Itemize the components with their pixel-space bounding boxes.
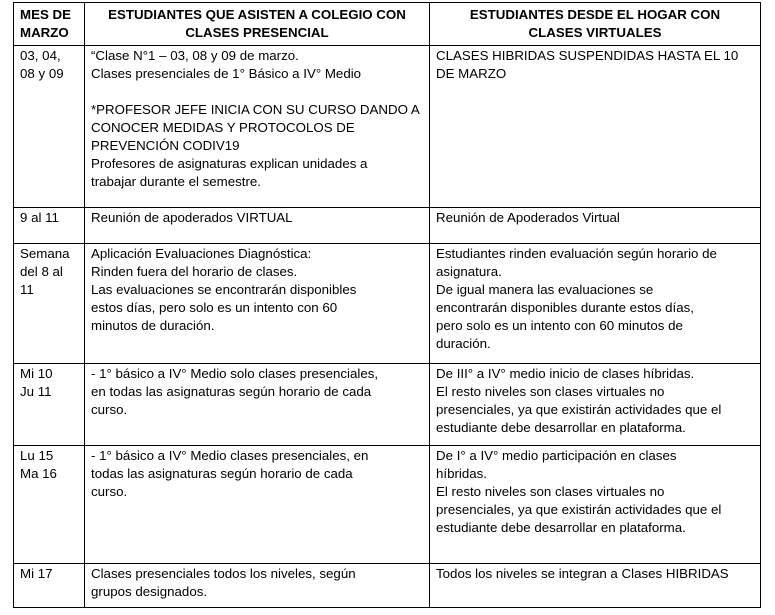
cell-line: 03, 04, <box>20 48 61 63</box>
presencial-cell <box>85 244 430 364</box>
cell-line: El resto niveles son clases virtuales no <box>436 484 665 499</box>
header-virtual <box>430 3 761 46</box>
cell-line: asignatura. <box>436 264 502 279</box>
cell-line: grupos designados. <box>91 584 208 599</box>
cell-line: El resto niveles son clases virtuales no <box>436 384 665 399</box>
cell-line: Clases presenciales todos los niveles, según <box>91 566 356 581</box>
table-row <box>14 364 761 446</box>
cell-line: Aplicación Evaluaciones Diagnóstica: <box>91 246 312 261</box>
cell-line: Clases presenciales de 1° Básico a IV° Medio <box>91 66 362 81</box>
cell-line: pero solo es un intento con 60 minutos de <box>436 318 683 333</box>
cell-line: CLASES HIBRIDAS SUSPENDIDAS HASTA EL 10 <box>436 48 739 63</box>
cell-line: De III° a IV° medio inicio de clases híbridas. <box>436 366 695 381</box>
date-cell <box>14 564 85 608</box>
cell-line: Ju 11 <box>20 384 52 399</box>
cell-line: Reunión de Apoderados Virtual <box>436 210 620 225</box>
header-virtual-line: ESTUDIANTES DESDE EL HOGAR CON <box>469 7 721 22</box>
cell-line: *PROFESOR JEFE INICIA CON SU CURSO DANDO A <box>91 102 420 117</box>
presencial-cell <box>85 446 430 564</box>
cell-line: DE MARZO <box>436 66 507 81</box>
header-date-line: MES DE <box>20 7 71 22</box>
virtual-cell <box>430 46 761 208</box>
cell-line: 08 y 09 <box>20 66 64 81</box>
header-date-line: MARZO <box>20 25 69 40</box>
cell-line: estos días, pero solo es un intento con 60 <box>91 300 338 315</box>
date-cell <box>14 446 85 564</box>
cell-line: 9 al 11 <box>20 210 59 225</box>
cell-line: trabajar durante el semestre. <box>91 174 261 189</box>
presencial-cell <box>85 364 430 446</box>
table-row <box>14 446 761 564</box>
cell-line: 11 <box>20 282 34 297</box>
cell-line: minutos de duración. <box>91 318 215 333</box>
cell-line: estudiante debe desarrollar en plataforma. <box>436 420 686 435</box>
cell-line: presenciales, ya que existirán actividades que el <box>436 502 722 517</box>
virtual-cell <box>430 446 761 564</box>
cell-line: - 1° básico a IV° Medio solo clases presenciales, <box>91 366 379 381</box>
cell-line: en todas las asignaturas según horario de cada <box>91 384 372 399</box>
table-row <box>14 46 761 208</box>
header-date <box>14 3 85 46</box>
cell-line: PREVENCIÓN CODIV19 <box>91 138 240 153</box>
date-cell <box>14 364 85 446</box>
cell-line: duración. <box>436 336 491 351</box>
header-row <box>14 3 761 46</box>
virtual-cell <box>430 564 761 608</box>
date-cell <box>14 46 85 208</box>
cell-line: Las evaluaciones se encontrarán disponibles <box>91 282 357 297</box>
cell-line: Reunión de apoderados VIRTUAL <box>91 210 293 225</box>
cell-line: del 8 al <box>20 264 63 279</box>
presencial-cell <box>85 208 430 244</box>
cell-line: De I° a IV° medio participación en clases <box>436 448 677 463</box>
cell-line: Rinden fuera del horario de clases. <box>91 264 298 279</box>
header-virtual-line: CLASES VIRTUALES <box>528 25 662 40</box>
cell-line: curso. <box>91 402 128 417</box>
cell-line: - 1° básico a IV° Medio clases presenciales, en <box>91 448 369 463</box>
date-cell <box>14 208 85 244</box>
cell-line: Profesores de asignaturas explican unidades a <box>91 156 368 171</box>
table-row <box>14 244 761 364</box>
cell-line: Lu 15 <box>20 448 54 463</box>
virtual-cell <box>430 364 761 446</box>
cell-line: Ma 16 <box>20 466 57 481</box>
date-cell <box>14 244 85 364</box>
cell-line: presenciales, ya que existirán actividades que el <box>436 402 722 417</box>
cell-line: Mi 10 <box>20 366 53 381</box>
header-presencial <box>85 3 430 46</box>
blank-line <box>91 83 429 101</box>
presencial-cell <box>85 46 430 208</box>
cell-line: todas las asignaturas según horario de cada <box>91 466 353 481</box>
schedule-table <box>13 2 761 608</box>
cell-line: estudiante debe desarrollar en plataforma. <box>436 520 686 535</box>
cell-line: curso. <box>91 484 128 499</box>
virtual-cell <box>430 244 761 364</box>
cell-line: “Clase N°1 – 03, 08 y 09 de marzo. <box>91 48 299 63</box>
cell-line: híbridas. <box>436 466 487 481</box>
cell-line: CONOCER MEDIDAS Y PROTOCOLOS DE <box>91 120 355 135</box>
presencial-cell <box>85 564 430 608</box>
header-presencial-line: CLASES PRESENCIAL <box>185 25 329 40</box>
header-presencial-line: ESTUDIANTES QUE ASISTEN A COLEGIO CON <box>108 7 406 22</box>
cell-line: Estudiantes rinden evaluación según horario de <box>436 246 717 261</box>
table-row <box>14 564 761 608</box>
cell-line: Todos los niveles se integran a Clases HIBRIDAS <box>436 566 729 581</box>
cell-line: encontrarán disponibles durante estos días, <box>436 300 694 315</box>
cell-line: Mi 17 <box>20 566 53 581</box>
cell-line: Semana <box>20 246 70 261</box>
table-row <box>14 208 761 244</box>
cell-line: De igual manera las evaluaciones se <box>436 282 654 297</box>
virtual-cell <box>430 208 761 244</box>
